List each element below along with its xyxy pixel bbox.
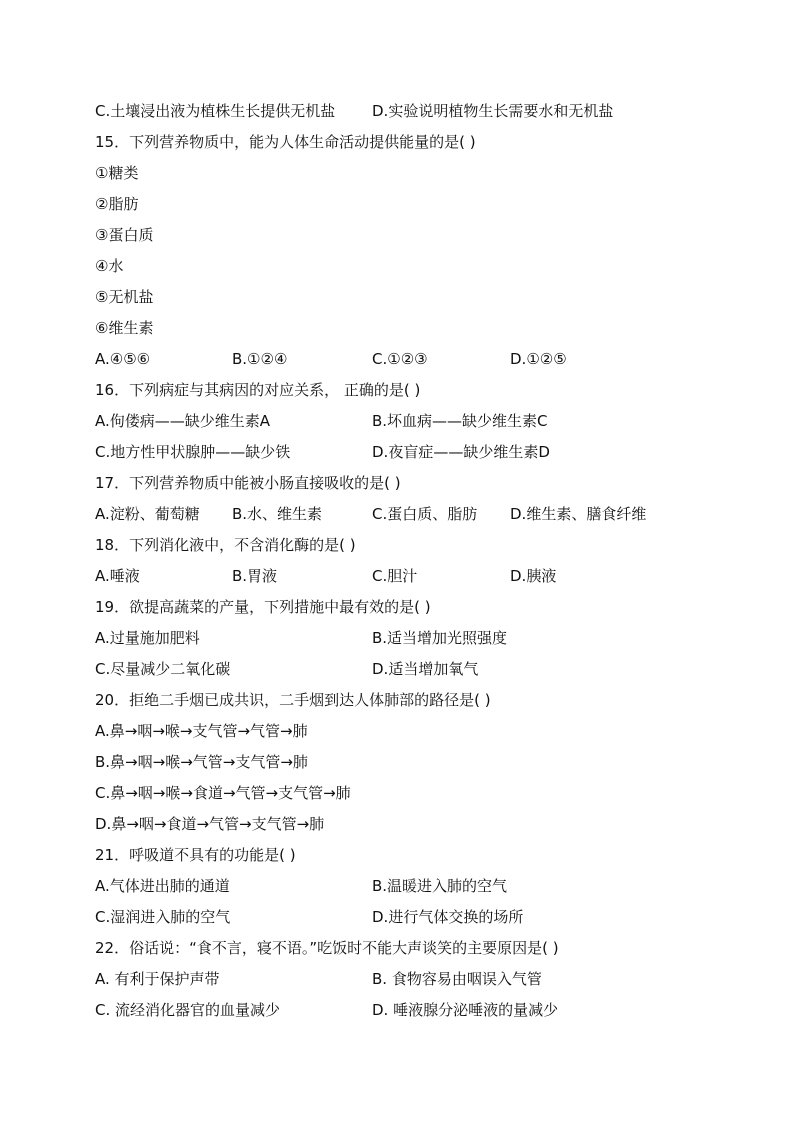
q22-option-a: A. 有利于保护声带 <box>95 970 220 988</box>
q18-option-d: D.胰液 <box>510 567 557 585</box>
question-18-stem: 18．下列消化液中，不含消化酶的是( ) <box>95 536 356 554</box>
q18-options <box>95 561 715 592</box>
q19-options-row2 <box>95 654 715 685</box>
question-21-stem: 21．呼吸道不具有的功能是( ) <box>95 846 296 864</box>
question-16-stem: 16．下列病症与其病因的对应关系， 正确的是( ) <box>95 381 421 399</box>
q16-option-d: D.夜盲症——缺少维生素D <box>372 443 550 461</box>
q15-option-d: D.①②⑤ <box>510 350 567 368</box>
q19-option-a: A.过量施加肥料 <box>95 629 200 647</box>
q18-option-a: A.唾液 <box>95 567 140 585</box>
q15-item: ⑥维生素 <box>95 319 154 337</box>
q15-item: ③蛋白质 <box>95 226 154 244</box>
q22-option-b: B. 食物容易由咽误入气管 <box>372 970 542 988</box>
q17-options <box>95 499 715 530</box>
q16-option-a: A.佝偻病——缺少维生素A <box>95 412 271 430</box>
q19-option-c: C.尽量减少二氧化碳 <box>95 660 231 678</box>
q19-option-d: D.适当增加氧气 <box>372 660 479 678</box>
q21-option-b: B.温暖进入肺的空气 <box>372 877 508 895</box>
q20-option-c: C.鼻→咽→喉→食道→气管→支气管→肺 <box>95 784 351 802</box>
q20-option-b: B.鼻→咽→喉→气管→支气管→肺 <box>95 753 308 771</box>
q22-options-row1 <box>95 964 715 995</box>
q17-option-d: D.维生素、膳食纤维 <box>510 505 647 523</box>
q17-option-b: B.水、维生素 <box>232 505 323 523</box>
carryover-options <box>95 96 715 127</box>
q15-item: ⑤无机盐 <box>95 288 154 306</box>
q15-item: ①糖类 <box>95 164 139 182</box>
q22-option-c: C. 流经消化器官的血量减少 <box>95 1001 281 1019</box>
question-22-stem: 22．俗话说：“食不言，寝不语。”吃饭时不能大声谈笑的主要原因是( ) <box>95 939 559 957</box>
q15-item: ④水 <box>95 257 124 275</box>
q17-option-a: A.淀粉、葡萄糖 <box>95 505 200 523</box>
q22-options-row2 <box>95 995 715 1026</box>
q15-option-c: C.①②③ <box>372 350 428 368</box>
q15-option-a: A.④⑤⑥ <box>95 350 151 368</box>
q19-option-b: B.适当增加光照强度 <box>372 629 508 647</box>
q17-option-c: C.蛋白质、脂肪 <box>372 505 478 523</box>
question-20-stem: 20．拒绝二手烟已成共识，二手烟到达人体肺部的路径是( ) <box>95 691 491 709</box>
q21-option-d: D.进行气体交换的场所 <box>372 908 524 926</box>
q16-option-b: B.坏血病——缺少维生素C <box>372 412 548 430</box>
q21-options-row2 <box>95 902 715 933</box>
question-list <box>95 96 715 1026</box>
q16-options-row1 <box>95 406 715 437</box>
option-d: D.实验说明植物生长需要水和无机盐 <box>372 102 614 120</box>
q15-item: ②脂肪 <box>95 195 139 213</box>
option-c: C.土壤浸出液为植株生长提供无机盐 <box>95 102 336 120</box>
question-15-stem: 15．下列营养物质中，能为人体生命活动提供能量的是( ) <box>95 133 476 151</box>
q21-option-c: C.湿润进入肺的空气 <box>95 908 231 926</box>
question-17-stem: 17．下列营养物质中能被小肠直接吸收的是( ) <box>95 474 401 492</box>
q18-option-b: B.胃液 <box>232 567 278 585</box>
q22-option-d: D. 唾液腺分泌唾液的量减少 <box>372 1001 559 1019</box>
q21-options-row1 <box>95 871 715 902</box>
q16-options-row2 <box>95 437 715 468</box>
question-19-stem: 19．欲提高蔬菜的产量，下列措施中最有效的是( ) <box>95 598 431 616</box>
q19-options-row1 <box>95 623 715 654</box>
q15-options <box>95 344 715 375</box>
q20-option-a: A.鼻→咽→喉→支气管→气管→肺 <box>95 722 308 740</box>
q18-option-c: C.胆汁 <box>372 567 418 585</box>
q20-option-d: D.鼻→咽→食道→气管→支气管→肺 <box>95 815 325 833</box>
q21-option-a: A.气体进出肺的通道 <box>95 877 230 895</box>
q15-option-b: B.①②④ <box>232 350 288 368</box>
q16-option-c: C.地方性甲状腺肿——缺少铁 <box>95 443 291 461</box>
